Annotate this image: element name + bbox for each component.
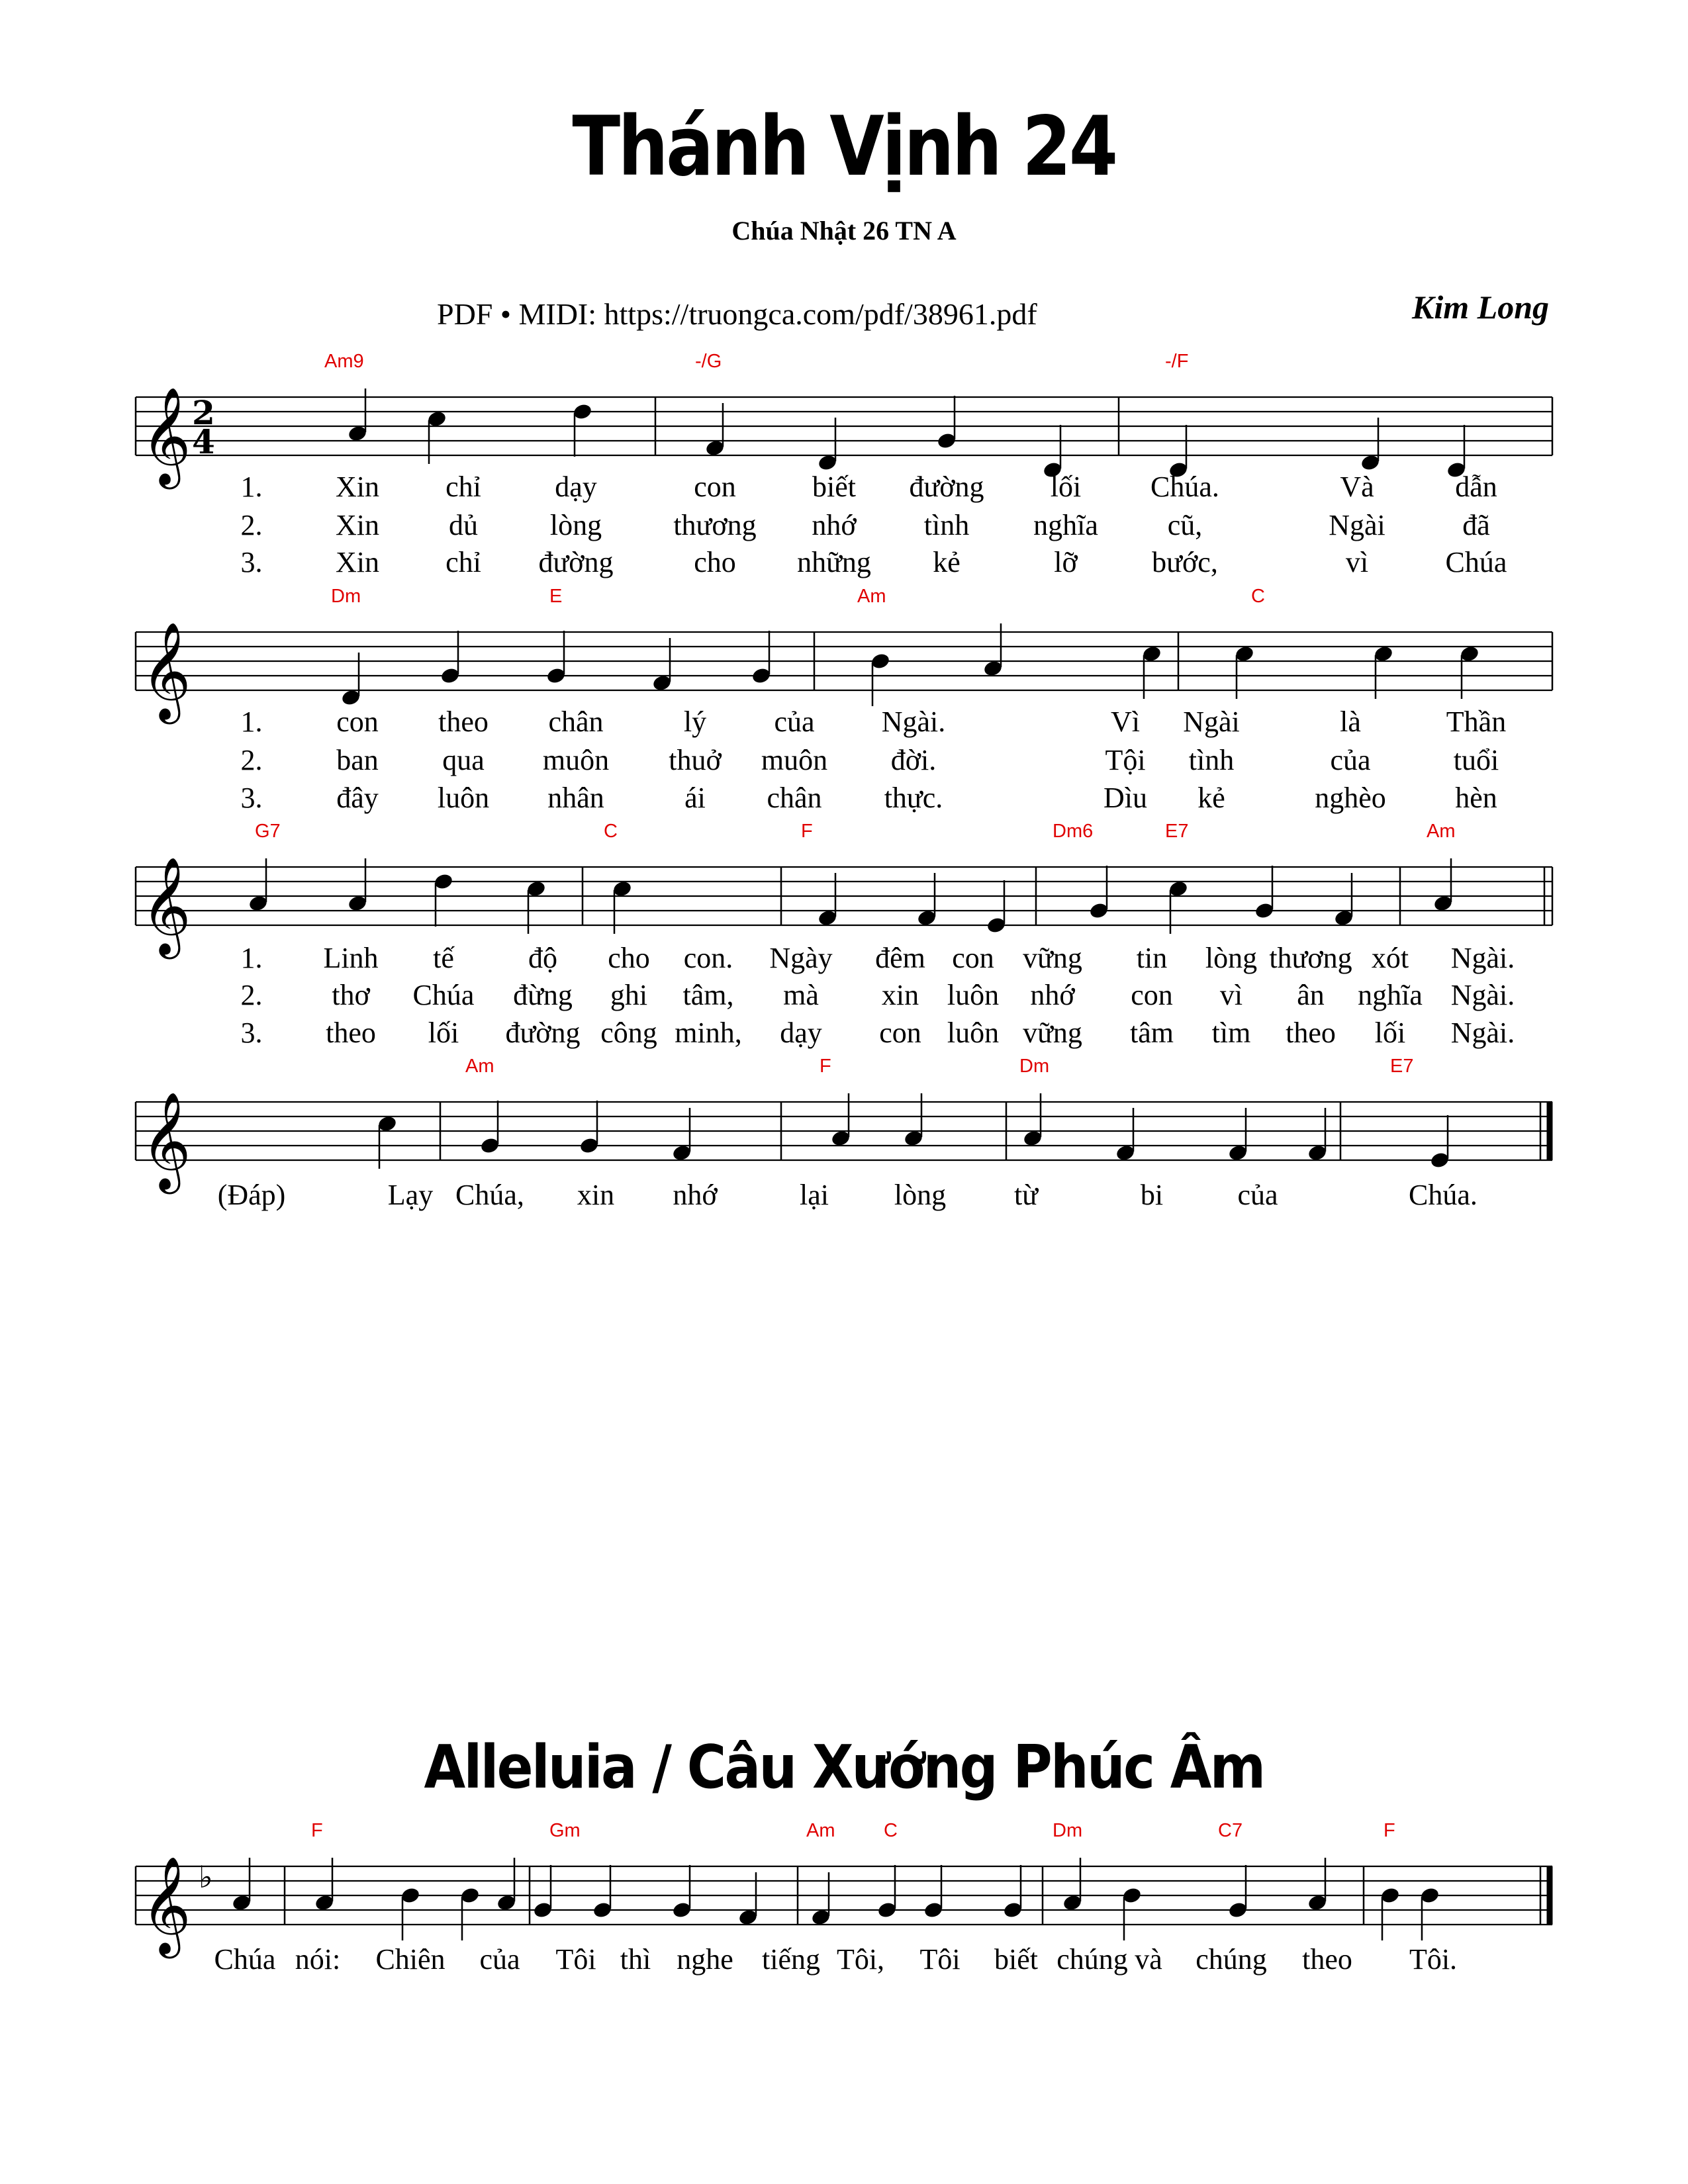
lyric-word: ghi xyxy=(610,979,648,1011)
lyric-word: Vì xyxy=(1111,705,1140,738)
lyric-word: vì xyxy=(1219,979,1243,1011)
lyric-word: Chúa. xyxy=(1409,1179,1477,1211)
lyric-word: là xyxy=(1340,705,1361,738)
lyric-word: Chúa xyxy=(412,979,475,1011)
lyric-word: Tôi. xyxy=(1409,1943,1458,1976)
lyric-word: đường xyxy=(538,546,614,578)
flat-sign-icon: ♭ xyxy=(199,1859,213,1895)
lyric-word: Chiên xyxy=(375,1943,445,1976)
treble-clef-icon: 𝄞 xyxy=(141,1856,191,1954)
lyric-word: Xin xyxy=(336,509,379,541)
lyric-word: của xyxy=(774,705,815,738)
lyric-word: Ngài xyxy=(1329,509,1385,541)
lyric-word: dẫn xyxy=(1455,471,1497,503)
lyric-word: của xyxy=(1237,1179,1278,1211)
lyric-word: nhân xyxy=(547,782,604,814)
staff-system-2 xyxy=(136,586,1552,814)
lyric-word: lỡ xyxy=(1054,546,1078,578)
lyric-word: từ xyxy=(1013,1179,1039,1211)
lyric-word: chỉ xyxy=(445,546,481,578)
lyric-word: tình xyxy=(1188,744,1235,776)
lyric-word: 1. xyxy=(240,942,263,974)
lyric-word: cũ, xyxy=(1167,509,1203,541)
lyric-word: tình xyxy=(923,509,970,541)
lyric-word: con xyxy=(694,471,736,503)
chord-symbol: Dm xyxy=(331,586,361,607)
chord-symbol: Am xyxy=(857,586,886,607)
chord-symbol: F xyxy=(1383,1820,1395,1841)
lyric-word: bi xyxy=(1140,1179,1164,1211)
lyric-word: luôn xyxy=(947,1017,1000,1049)
chord-symbol: -/G xyxy=(695,351,722,372)
lyric-word: 2. xyxy=(240,979,263,1011)
lyric-word: và xyxy=(1135,1943,1162,1976)
lyric-word: đường xyxy=(909,471,984,503)
chord-symbol: Gm xyxy=(549,1820,581,1841)
chord-symbol: -/F xyxy=(1165,351,1189,372)
lyric-word: nhớ xyxy=(1030,979,1075,1011)
source-link[interactable]: PDF • MIDI: https://truongca.com/pdf/38961.pdf xyxy=(437,297,1037,331)
lyric-word: lòng xyxy=(894,1179,947,1211)
lyric-word: thơ xyxy=(332,979,370,1011)
lyric-word: Chúa xyxy=(1445,546,1507,578)
lyric-word: 2. xyxy=(240,509,263,541)
lyric-word: lòng xyxy=(1205,942,1258,974)
lyric-word: tế xyxy=(433,942,454,974)
song-title: Thánh Vịnh 24 xyxy=(572,99,1116,195)
lyric-word: ban xyxy=(336,744,379,776)
staff-system-1 xyxy=(136,351,1552,578)
lyric-word: Dìu xyxy=(1103,782,1147,814)
lyric-word: của xyxy=(479,1943,520,1976)
chord-symbol: F xyxy=(801,821,813,842)
lyric-word: Ngày xyxy=(769,942,833,974)
lyric-word: thương xyxy=(673,509,757,541)
lyric-word: thuở xyxy=(669,744,722,776)
lyric-word: hèn xyxy=(1455,782,1497,814)
lyric-word: Chúa xyxy=(214,1943,276,1976)
lyric-word: xót xyxy=(1371,942,1409,974)
lyric-word: tìm xyxy=(1211,1017,1251,1049)
lyric-word: tâm xyxy=(1130,1017,1174,1049)
lyric-word: Ngài. xyxy=(1450,942,1515,974)
lyric-word: tuổi xyxy=(1453,744,1499,776)
lyric-word: theo xyxy=(1286,1017,1336,1049)
lyric-word: qua xyxy=(442,744,485,776)
lyric-word: Ngài. xyxy=(1450,1017,1515,1049)
lyric-word: chúng xyxy=(1056,1943,1128,1976)
lyric-word: con xyxy=(952,942,994,974)
lyric-word: Ngài. xyxy=(881,705,946,738)
lyric-word: Tôi xyxy=(555,1943,596,1976)
chord-symbol: E xyxy=(549,586,563,607)
lyric-word: theo xyxy=(1302,1943,1352,1976)
lyric-word: theo xyxy=(438,705,489,738)
lyric-word: ân xyxy=(1297,979,1325,1011)
lyric-word: xin xyxy=(881,979,919,1011)
chord-symbol: F xyxy=(311,1820,323,1841)
chord-symbol: E7 xyxy=(1165,821,1189,842)
lyric-word: vững xyxy=(1023,942,1082,974)
lyric-word: lại xyxy=(800,1179,829,1211)
lyric-word: Ngài xyxy=(1183,705,1240,738)
lyric-word: lý xyxy=(683,705,707,738)
lyric-word: bước, xyxy=(1152,546,1218,578)
staff-system-5 xyxy=(136,1820,1552,1976)
lyric-word: thực. xyxy=(884,782,943,814)
lyric-word: vì xyxy=(1345,546,1369,578)
lyric-word: chân xyxy=(767,782,822,814)
lyric-word: độ xyxy=(528,942,557,974)
chord-symbol: G7 xyxy=(255,821,281,842)
chord-symbol: C xyxy=(1251,586,1265,607)
lyric-word: Chúa. xyxy=(1150,471,1219,503)
lyric-word: Xin xyxy=(336,471,379,503)
section2-title: Alleluia / Câu Xướng Phúc Âm xyxy=(424,1733,1264,1802)
lyric-word: đời. xyxy=(890,744,937,776)
lyric-word: ái xyxy=(684,782,706,814)
lyric-word: (Đáp) xyxy=(217,1179,286,1211)
lyric-word: nhớ xyxy=(673,1179,718,1211)
chord-symbol: E7 xyxy=(1390,1056,1414,1077)
chord-symbol: C xyxy=(884,1820,898,1841)
lyric-word: muôn xyxy=(542,744,610,776)
lyric-word: cho xyxy=(608,942,650,974)
lyric-word: Lạy xyxy=(387,1179,434,1211)
staff-system-3 xyxy=(136,821,1552,1049)
lyric-word: những xyxy=(797,546,871,578)
chord-symbol: Am xyxy=(1427,821,1456,842)
lyric-word: nói: xyxy=(295,1943,341,1976)
lyric-word: kẻ xyxy=(1197,782,1225,814)
lyric-word: 1. xyxy=(240,471,263,503)
treble-clef-icon: 𝄞 xyxy=(141,1091,191,1190)
lyric-word: đừng xyxy=(513,979,573,1011)
chord-symbol: C7 xyxy=(1218,1820,1243,1841)
lyric-word: nghĩa xyxy=(1358,979,1423,1011)
lyric-word: đây xyxy=(336,782,379,814)
lyric-word: lòng xyxy=(549,509,602,541)
lyric-word: biết xyxy=(812,471,856,503)
lyric-word: chỉ xyxy=(445,471,481,503)
composer: Kim Long xyxy=(1412,289,1549,326)
lyric-word: Ngài. xyxy=(1450,979,1515,1011)
lyric-word: thì xyxy=(620,1943,651,1976)
song-subtitle: Chúa Nhật 26 TN A xyxy=(731,216,957,246)
lyric-word: đường xyxy=(505,1017,581,1049)
lyric-word: vững xyxy=(1023,1017,1082,1049)
lyric-word: chân xyxy=(548,705,604,738)
lyric-word: Tội xyxy=(1105,744,1146,776)
lyric-word: 2. xyxy=(240,744,263,776)
chord-symbol: Dm xyxy=(1019,1056,1050,1077)
lyric-word: tâm, xyxy=(682,979,734,1011)
lyric-word: biết xyxy=(994,1943,1038,1976)
lyric-word: lối xyxy=(1050,471,1082,503)
lyric-word: đêm xyxy=(875,942,925,974)
chord-symbol: C xyxy=(604,821,618,842)
lyric-word: con xyxy=(336,705,379,738)
lyric-word: lối xyxy=(428,1017,459,1049)
lyric-word: muôn xyxy=(761,744,828,776)
lyric-word: con xyxy=(1131,979,1173,1011)
lyric-word: 1. xyxy=(240,705,263,738)
lyric-word: kẻ xyxy=(933,546,961,578)
lyric-word: Và xyxy=(1340,471,1374,503)
lyric-word: con xyxy=(879,1017,921,1049)
lyric-word: dủ xyxy=(449,509,478,541)
lyric-word: con. xyxy=(683,942,733,974)
lyric-word: minh, xyxy=(675,1017,742,1049)
chord-symbol: Dm6 xyxy=(1053,821,1094,842)
treble-clef-icon: 𝄞 xyxy=(141,856,191,955)
lyric-word: mà xyxy=(783,979,819,1011)
chord-symbol: Dm xyxy=(1053,1820,1083,1841)
lyric-word: 3. xyxy=(240,546,263,578)
lyric-word: thương xyxy=(1269,942,1352,974)
lyric-word: cho xyxy=(694,546,736,578)
lyric-word: nhớ xyxy=(812,509,857,541)
chord-symbol: Am xyxy=(806,1820,835,1841)
lyric-word: công xyxy=(600,1017,657,1049)
chord-symbol: F xyxy=(820,1056,831,1077)
lyric-word: Xin xyxy=(336,546,379,578)
time-signature-top: 2 xyxy=(192,393,215,432)
lyric-word: dạy xyxy=(780,1017,822,1049)
treble-clef-icon: 𝄞 xyxy=(141,387,191,485)
staff-system-4 xyxy=(136,1056,1552,1211)
lyric-word: lối xyxy=(1374,1017,1406,1049)
lyric-word: của xyxy=(1330,744,1371,776)
lyric-word: Tôi, xyxy=(836,1943,885,1976)
lyric-word: nghe xyxy=(677,1943,733,1976)
lyric-word: luôn xyxy=(437,782,490,814)
lyric-word: đã xyxy=(1462,509,1490,541)
lyric-word: 3. xyxy=(240,782,263,814)
lyric-word: tiếng xyxy=(762,1943,820,1976)
chord-symbol: Am xyxy=(465,1056,494,1077)
lyric-word: Thần xyxy=(1446,705,1507,738)
time-signature-bottom: 4 xyxy=(192,422,215,461)
lyric-word: nghĩa xyxy=(1033,509,1098,541)
lyric-word: Tôi xyxy=(919,1943,961,1976)
chord-symbol: Am9 xyxy=(324,351,364,372)
treble-clef-icon: 𝄞 xyxy=(141,621,191,720)
lyric-word: 3. xyxy=(240,1017,263,1049)
lyric-word: chúng xyxy=(1196,1943,1267,1976)
lyric-word: Linh xyxy=(323,942,379,974)
lyric-word: dạy xyxy=(555,471,597,503)
lyric-word: xin xyxy=(577,1179,615,1211)
lyric-word: luôn xyxy=(947,979,1000,1011)
lyric-word: theo xyxy=(326,1017,376,1049)
lyric-word: nghèo xyxy=(1315,782,1386,814)
lyric-word: Chúa, xyxy=(455,1179,524,1211)
lyric-word: tin xyxy=(1136,942,1168,974)
